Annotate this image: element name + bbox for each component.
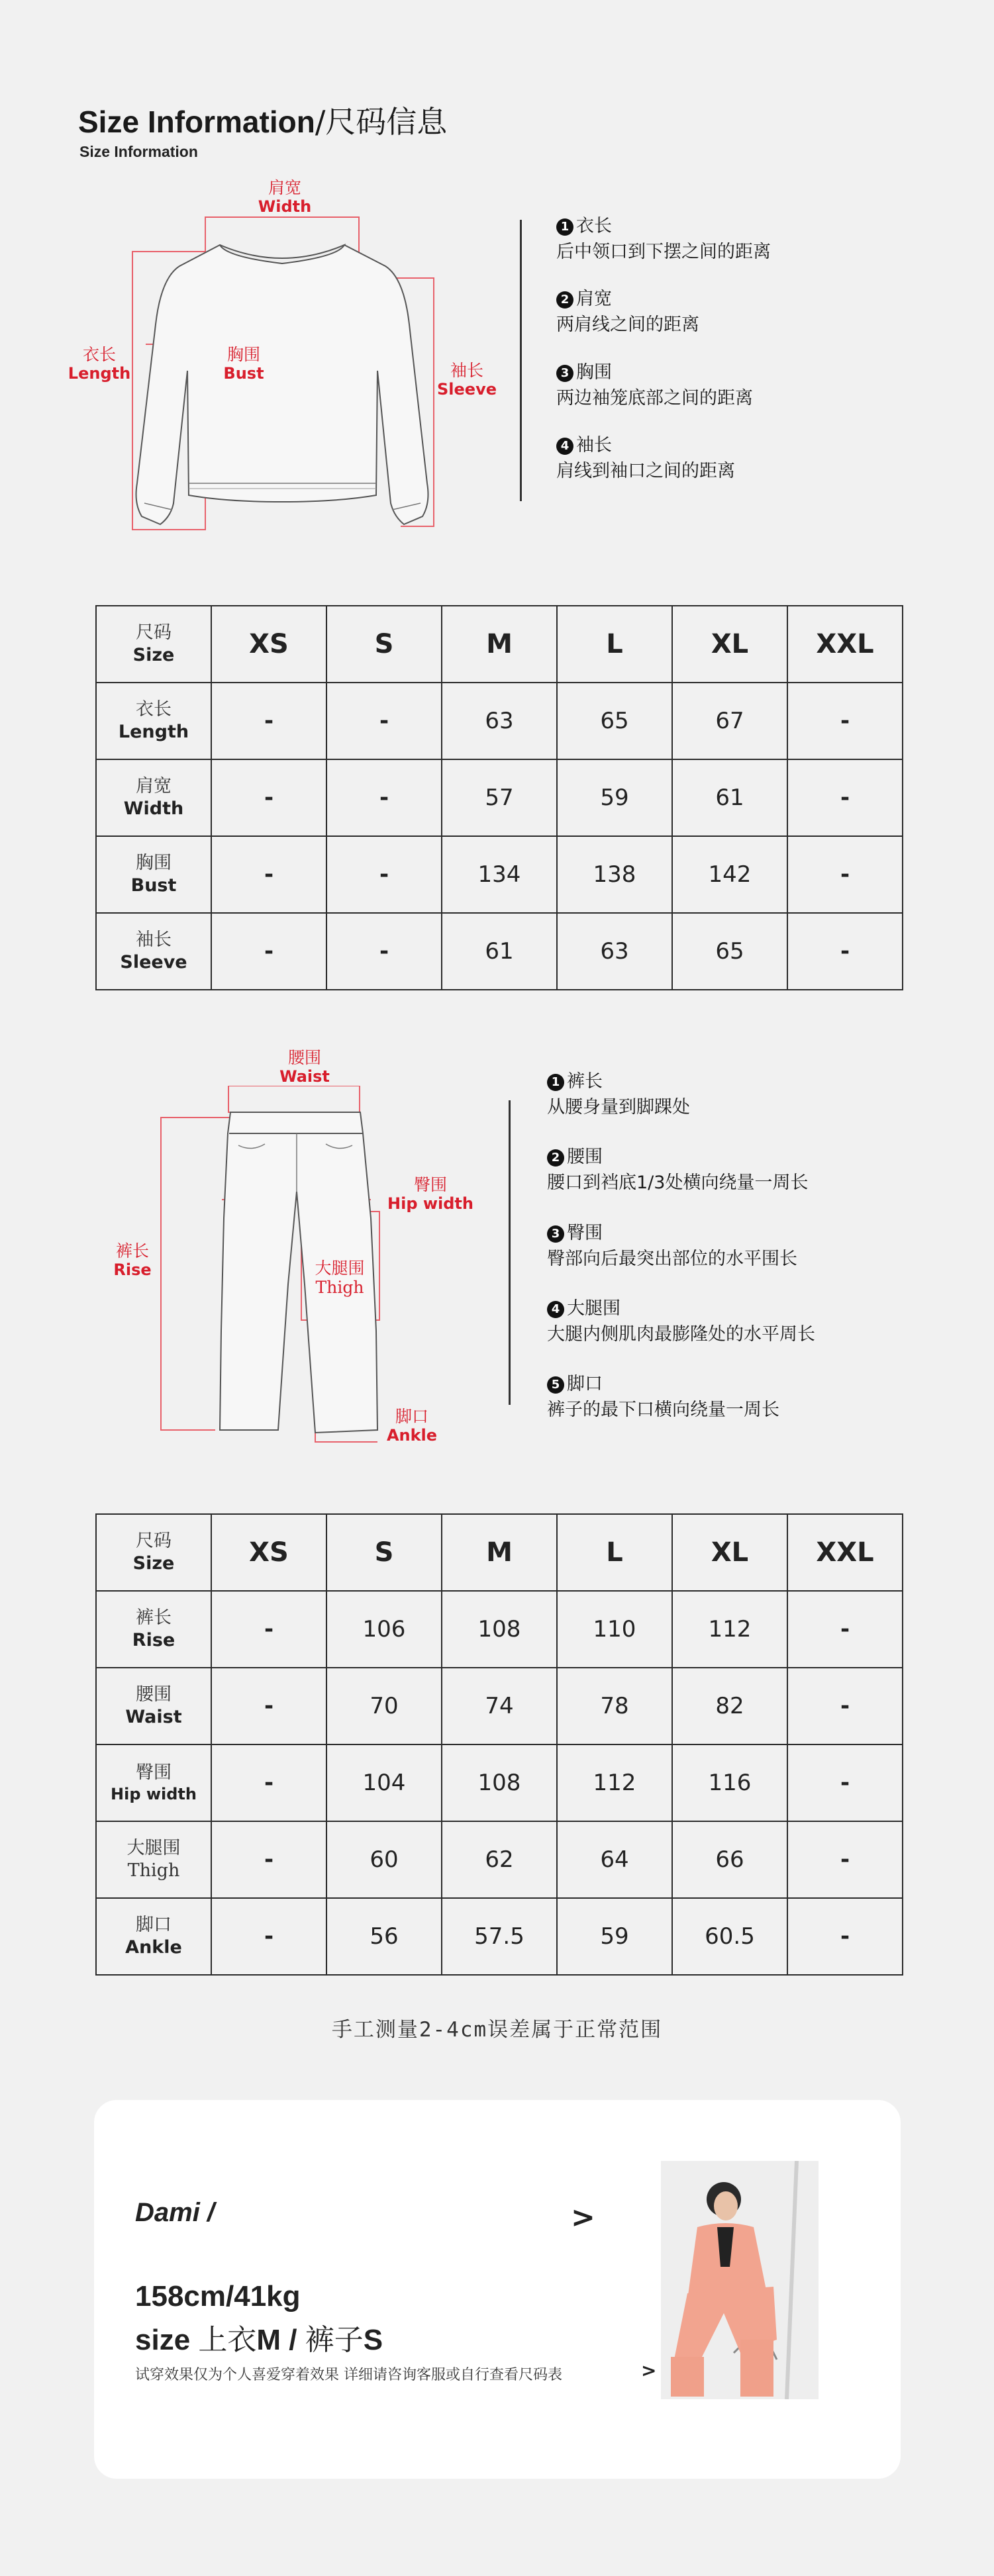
table-cell: 59 [557, 1898, 672, 1975]
table-row [96, 1591, 903, 1668]
note-item: 1 衣长 后中领口到下摆之间的距离 [556, 216, 771, 263]
size-header: S [326, 1514, 442, 1591]
table-cell: - [211, 1668, 326, 1744]
size-header: XS [211, 1514, 326, 1591]
table-cell: 59 [557, 759, 672, 836]
table-row [96, 683, 903, 759]
table-cell: - [211, 759, 326, 836]
model-size: size 上衣M / 裤子S [135, 2323, 383, 2357]
rise-label: 裤长 Rise [113, 1241, 152, 1279]
table-cell: 66 [672, 1821, 787, 1898]
bottom-notes [547, 1069, 815, 1423]
table-row [96, 1744, 903, 1821]
table-cell: - [211, 1744, 326, 1821]
top-notes [556, 213, 771, 484]
arrow-right-small-icon[interactable]: > [641, 2360, 657, 2381]
table-cell: - [211, 1591, 326, 1668]
note-item: 5 脚口 裤子的最下口横向绕量一周长 [547, 1374, 779, 1421]
table-cell: - [787, 1668, 903, 1744]
table-cell: 108 [442, 1744, 557, 1821]
table-cell: 112 [557, 1744, 672, 1821]
note-item: 2 肩宽 两肩线之间的距离 [556, 289, 699, 336]
table-row [96, 836, 903, 913]
page-title: Size Information/尺码信息 [78, 104, 448, 140]
row-label: 裤长 Rise [96, 1591, 211, 1668]
table-cell: 134 [442, 836, 557, 913]
table-cell: 63 [442, 683, 557, 759]
size-header: XXL [787, 606, 903, 683]
table-cell: - [326, 913, 442, 990]
size-header: XL [672, 606, 787, 683]
table-row [96, 1668, 903, 1744]
table-row [96, 913, 903, 990]
note-item: 4 大腿围 大腿内侧肌肉最膨隆处的水平周长 [547, 1298, 815, 1345]
row-label: 脚口 Ankle [96, 1898, 211, 1975]
table-cell: - [787, 683, 903, 759]
model-photo [661, 2161, 819, 2399]
size-header: L [557, 606, 672, 683]
table-cell: - [787, 836, 903, 913]
row-label: 大腿围 Thigh [96, 1821, 211, 1898]
bottom-size-table [95, 1513, 903, 1976]
table-cell: 62 [442, 1821, 557, 1898]
table-cell: 57.5 [442, 1898, 557, 1975]
table-cell: 78 [557, 1668, 672, 1744]
model-name: Dami / [135, 2198, 215, 2227]
table-cell: 65 [672, 913, 787, 990]
model-card [94, 2100, 901, 2479]
size-header: S [326, 606, 442, 683]
note-item: 4 袖长 肩线到袖口之间的距离 [556, 434, 735, 481]
table-cell: 142 [672, 836, 787, 913]
table-cell: - [211, 913, 326, 990]
waist-label: 腰围 Waist [279, 1048, 330, 1086]
table-cell: - [787, 1821, 903, 1898]
table-cell: 64 [557, 1821, 672, 1898]
table-cell: - [211, 1821, 326, 1898]
length-label: 衣长 Length [68, 345, 131, 383]
table-cell: - [787, 1591, 903, 1668]
model-fit-note: 试穿效果仅为个人喜爱穿着效果 详细请咨询客服或自行查看尺码表 [135, 2367, 562, 2383]
table-cell: 61 [442, 913, 557, 990]
row-label: 衣长 Length [96, 683, 211, 759]
size-header: M [442, 606, 557, 683]
row-label: 袖长 Sleeve [96, 913, 211, 990]
top-size-table [95, 605, 903, 990]
note-item: 3 胸围 两边袖笼底部之间的距离 [556, 361, 753, 408]
note-item: 3 臀围 臀部向后最突出部位的水平围长 [547, 1222, 797, 1269]
table-cell: 63 [557, 913, 672, 990]
size-header: L [557, 1514, 672, 1591]
table-cell: 60 [326, 1821, 442, 1898]
table-cell: 112 [672, 1591, 787, 1668]
row-label: 胸围 Bust [96, 836, 211, 913]
notes-divider [520, 220, 522, 501]
table-cell: 138 [557, 836, 672, 913]
table-cell: 110 [557, 1591, 672, 1668]
table-cell: 70 [326, 1668, 442, 1744]
table-header-row [96, 1514, 903, 1591]
note-item: 2 腰围 腰口到裆底1/3处横向绕量一周长 [547, 1147, 809, 1194]
table-cell: 106 [326, 1591, 442, 1668]
ankle-label: 脚口 Ankle [386, 1407, 438, 1445]
table-cell: - [211, 836, 326, 913]
measurement-footnote: 手工测量2-4cm误差属于正常范围 [331, 2018, 663, 2042]
thigh-label: 大腿围 Thigh [315, 1259, 365, 1297]
table-cell: 82 [672, 1668, 787, 1744]
page-subtitle: Size Information [79, 143, 198, 160]
row-label: 臀围 Hip width [96, 1744, 211, 1821]
table-cell: 74 [442, 1668, 557, 1744]
table-cell: - [326, 759, 442, 836]
table-cell: - [787, 1898, 903, 1975]
width-label: 肩宽 Width [258, 178, 312, 216]
corner-cell: 尺码 Size [96, 606, 211, 683]
note-item: 1 裤长 从腰身量到脚踝处 [547, 1071, 690, 1118]
table-row [96, 1898, 903, 1975]
corner-cell: 尺码 Size [96, 1514, 211, 1591]
table-header-row [96, 606, 903, 683]
table-cell: 56 [326, 1898, 442, 1975]
size-header: M [442, 1514, 557, 1591]
table-row [96, 1821, 903, 1898]
table-cell: 67 [672, 683, 787, 759]
bust-label: 胸围 Bust [223, 345, 264, 383]
table-cell: - [211, 1898, 326, 1975]
model-photo-illustration [661, 2161, 819, 2399]
table-cell: - [326, 836, 442, 913]
arrow-right-icon[interactable]: > [571, 2201, 595, 2234]
sleeve-label: 袖长 Sleeve [437, 361, 497, 399]
table-cell: 65 [557, 683, 672, 759]
hip-width-label: 臀围 Hip width [387, 1175, 473, 1213]
table-cell: 60.5 [672, 1898, 787, 1975]
notes-divider [509, 1100, 511, 1405]
size-header: XXL [787, 1514, 903, 1591]
table-cell: 108 [442, 1591, 557, 1668]
size-header: XL [672, 1514, 787, 1591]
table-cell: 57 [442, 759, 557, 836]
size-header: XS [211, 606, 326, 683]
table-row [96, 759, 903, 836]
table-cell: - [326, 683, 442, 759]
table-cell: - [211, 683, 326, 759]
row-label: 肩宽 Width [96, 759, 211, 836]
row-label: 腰围 Waist [96, 1668, 211, 1744]
table-cell: 61 [672, 759, 787, 836]
table-cell: - [787, 913, 903, 990]
table-cell: 116 [672, 1744, 787, 1821]
table-cell: - [787, 759, 903, 836]
table-cell: - [787, 1744, 903, 1821]
model-stats: 158cm/41kg [135, 2280, 301, 2313]
table-cell: 104 [326, 1744, 442, 1821]
